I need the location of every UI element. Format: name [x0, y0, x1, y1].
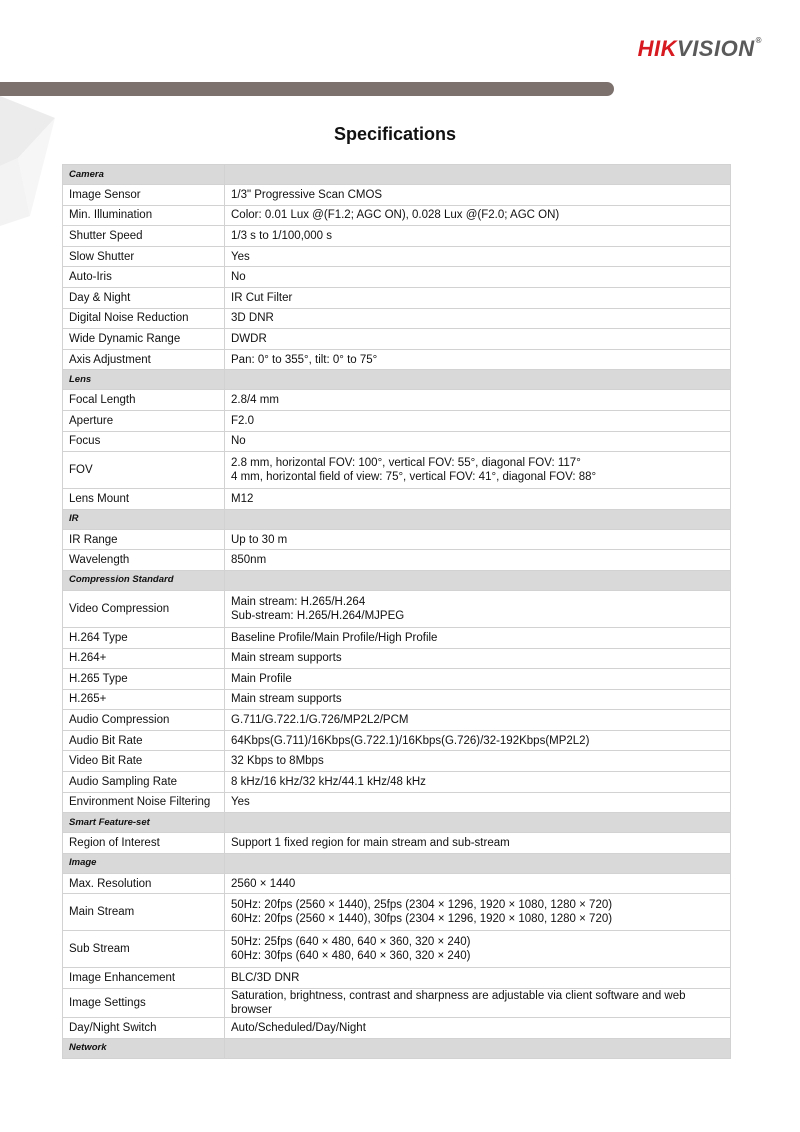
spec-value [225, 329, 731, 350]
spec-value [225, 287, 731, 308]
spec-value-line: 60Hz: 20fps (2560 × 1440), 30fps (2304 × 1296, 1920 × 1080, 1280 × 720) [231, 913, 613, 926]
spec-row [63, 308, 731, 329]
section-header-row [63, 165, 731, 185]
section-header-row [63, 570, 731, 590]
spec-value [225, 185, 731, 206]
spec-value [225, 390, 731, 411]
spec-label: Video Bit Rate [63, 751, 225, 772]
spec-label: Auto-Iris [63, 267, 225, 288]
spec-value-line: No [231, 271, 246, 284]
spec-value-line: F2.0 [231, 414, 255, 427]
spec-row [63, 873, 731, 894]
spec-row [63, 648, 731, 669]
spec-label: Image Sensor [63, 185, 225, 206]
spec-label: Environment Noise Filtering [63, 792, 225, 813]
spec-value-line: Baseline Profile/Main Profile/High Profile [231, 631, 438, 644]
section-blank-cell [225, 509, 731, 529]
spec-value-line: 850nm [231, 554, 267, 567]
spec-label: H.265+ [63, 689, 225, 710]
spec-label: Image Enhancement [63, 968, 225, 989]
spec-row [63, 329, 731, 350]
spec-row [63, 349, 731, 370]
spec-value-line: Up to 30 m [231, 533, 288, 546]
spec-value-line: Main stream supports [231, 652, 342, 665]
spec-value [225, 529, 731, 550]
section-title: Compression Standard [63, 570, 225, 590]
spec-row [63, 529, 731, 550]
spec-value-line: Yes [231, 250, 250, 263]
spec-value [225, 833, 731, 854]
spec-value [225, 772, 731, 793]
spec-value [225, 730, 731, 751]
spec-value [225, 989, 731, 1018]
spec-row [63, 205, 731, 226]
spec-row [63, 730, 731, 751]
section-header-row [63, 509, 731, 529]
spec-row [63, 410, 731, 431]
spec-value [225, 689, 731, 710]
section-title: Lens [63, 370, 225, 390]
section-blank-cell [225, 813, 731, 833]
spec-value-line: M12 [231, 492, 254, 505]
spec-label: Main Stream [63, 894, 225, 931]
spec-value [225, 205, 731, 226]
spec-row [63, 1018, 731, 1039]
spec-value-line: BLC/3D DNR [231, 972, 300, 985]
spec-value [225, 489, 731, 510]
spec-value-line: 50Hz: 20fps (2560 × 1440), 25fps (2304 × 1296, 1920 × 1080, 1280 × 720) [231, 899, 613, 912]
spec-row [63, 751, 731, 772]
spec-row [63, 968, 731, 989]
section-header-row [63, 813, 731, 833]
spec-value [225, 550, 731, 571]
spec-row [63, 267, 731, 288]
spec-value [225, 751, 731, 772]
decorative-arrow-shape [0, 96, 70, 226]
spec-value-line: Main Profile [231, 672, 292, 685]
spec-value [225, 267, 731, 288]
spec-value [225, 431, 731, 452]
spec-value [225, 226, 731, 247]
spec-label: Audio Sampling Rate [63, 772, 225, 793]
section-blank-cell [225, 370, 731, 390]
spec-row [63, 246, 731, 267]
specifications-table [62, 164, 731, 1059]
spec-value-line: Main stream: H.265/H.264 [231, 595, 366, 608]
spec-value-line: 64Kbps(G.711)/16Kbps(G.722.1)/16Kbps(G.726)/32-192Kbps(MP2L2) [231, 734, 590, 747]
spec-label: Region of Interest [63, 833, 225, 854]
section-header-row [63, 853, 731, 873]
logo-red-text: HIK [637, 36, 678, 61]
spec-label: Shutter Speed [63, 226, 225, 247]
spec-label: Digital Noise Reduction [63, 308, 225, 329]
spec-value [225, 246, 731, 267]
spec-label: Audio Bit Rate [63, 730, 225, 751]
spec-value [225, 627, 731, 648]
page-title: Specifications [333, 124, 457, 144]
spec-value-line: Auto/Scheduled/Day/Night [231, 1021, 366, 1034]
spec-value [225, 669, 731, 690]
section-blank-cell [225, 853, 731, 873]
spec-value [225, 968, 731, 989]
spec-value-line: 2560 × 1440 [231, 877, 296, 890]
spec-label: Video Compression [63, 590, 225, 627]
spec-value [225, 792, 731, 813]
section-blank-cell [225, 570, 731, 590]
section-blank-cell [225, 165, 731, 185]
spec-value [225, 410, 731, 431]
section-title: IR [63, 509, 225, 529]
spec-value-line: 60Hz: 30fps (640 × 480, 640 × 360, 320 × 240) [231, 950, 471, 963]
spec-value [225, 349, 731, 370]
spec-value [225, 894, 731, 931]
spec-label: H.265 Type [63, 669, 225, 690]
spec-label: Focus [63, 431, 225, 452]
spec-label: Slow Shutter [63, 246, 225, 267]
spec-row [63, 287, 731, 308]
section-title: Smart Feature-set [63, 813, 225, 833]
spec-row [63, 772, 731, 793]
section-header-row [63, 370, 731, 390]
header-bar [0, 82, 614, 96]
spec-value-line: No [231, 435, 246, 448]
spec-label: Wide Dynamic Range [63, 329, 225, 350]
spec-value-line: 2.8 mm, horizontal FOV: 100°, vertical FOV: 55°, diagonal FOV: 117° [231, 457, 581, 470]
spec-label: FOV [63, 452, 225, 489]
spec-label: Axis Adjustment [63, 349, 225, 370]
spec-label: Sub Stream [63, 931, 225, 968]
registered-mark: ® [755, 36, 762, 45]
spec-row [63, 550, 731, 571]
spec-value-line: 50Hz: 25fps (640 × 480, 640 × 360, 320 × 240) [231, 936, 471, 949]
spec-label: Day/Night Switch [63, 1018, 225, 1039]
spec-label: H.264+ [63, 648, 225, 669]
spec-value [225, 931, 731, 968]
spec-value [225, 710, 731, 731]
spec-row [63, 489, 731, 510]
section-title: Network [63, 1038, 225, 1058]
spec-row [63, 669, 731, 690]
spec-value-line: 2.8/4 mm [231, 394, 279, 407]
spec-label: Max. Resolution [63, 873, 225, 894]
spec-value [225, 648, 731, 669]
spec-value-line: Sub-stream: H.265/H.264/MJPEG [231, 609, 405, 622]
spec-row [63, 931, 731, 968]
spec-label: Audio Compression [63, 710, 225, 731]
spec-label: Image Settings [63, 989, 225, 1018]
spec-value-line: DWDR [231, 332, 267, 345]
spec-value-line: Saturation, brightness, contrast and sharpness are adjustable via client software and web browser [231, 990, 686, 1017]
spec-label: Min. Illumination [63, 205, 225, 226]
spec-value-line: Pan: 0° to 355°, tilt: 0° to 75° [231, 353, 378, 366]
spec-value [225, 1018, 731, 1039]
spec-value-line: 4 mm, horizontal field of view: 75°, vertical FOV: 41°, diagonal FOV: 88° [231, 471, 597, 484]
spec-value [225, 590, 731, 627]
spec-value-line: IR Cut Filter [231, 291, 293, 304]
spec-row [63, 710, 731, 731]
spec-row [63, 185, 731, 206]
spec-row [63, 894, 731, 931]
section-blank-cell [225, 1038, 731, 1058]
spec-row [63, 226, 731, 247]
spec-value-line: 3D DNR [231, 312, 274, 325]
section-title: Camera [63, 165, 225, 185]
spec-label: Focal Length [63, 390, 225, 411]
spec-row [63, 431, 731, 452]
spec-value-line: 8 kHz/16 kHz/32 kHz/44.1 kHz/48 kHz [231, 775, 426, 788]
spec-row [63, 452, 731, 489]
spec-row [63, 590, 731, 627]
spec-value-line: 1/3 s to 1/100,000 s [231, 229, 333, 242]
spec-value [225, 452, 731, 489]
spec-label: IR Range [63, 529, 225, 550]
hikvision-logo [638, 36, 762, 62]
spec-value-line: Support 1 fixed region for main stream and sub-stream [231, 837, 510, 850]
logo-gray-text: VISION [677, 36, 755, 61]
spec-label: Lens Mount [63, 489, 225, 510]
spec-row [63, 390, 731, 411]
spec-label: Wavelength [63, 550, 225, 571]
spec-value [225, 873, 731, 894]
spec-row [63, 627, 731, 648]
spec-row [63, 689, 731, 710]
section-title: Image [63, 853, 225, 873]
spec-value-line: 32 Kbps to 8Mbps [231, 755, 324, 768]
spec-label: Day & Night [63, 287, 225, 308]
section-header-row [63, 1038, 731, 1058]
spec-value-line: Color: 0.01 Lux @(F1.2; AGC ON), 0.028 Lux @(F2.0; AGC ON) [231, 209, 560, 222]
spec-row [63, 792, 731, 813]
spec-label: H.264 Type [63, 627, 225, 648]
spec-value-line: Main stream supports [231, 693, 342, 706]
spec-value [225, 308, 731, 329]
spec-value-line: Yes [231, 796, 250, 809]
spec-row [63, 833, 731, 854]
spec-row [63, 989, 731, 1018]
spec-label: Aperture [63, 410, 225, 431]
spec-value-line: 1/3" Progressive Scan CMOS [231, 188, 383, 201]
spec-value-line: G.711/G.722.1/G.726/MP2L2/PCM [231, 714, 409, 727]
